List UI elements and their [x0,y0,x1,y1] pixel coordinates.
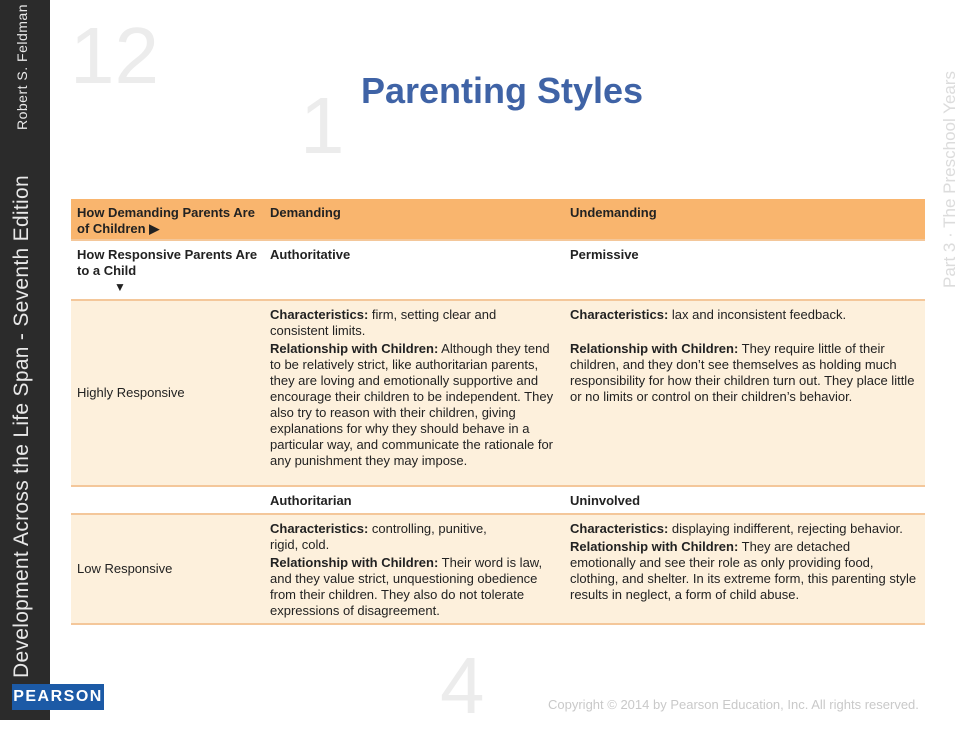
rel-label: Relationship with Children: [270,555,439,570]
header-demanding: Demanding [270,205,341,220]
row-label-low-responsive [71,515,264,623]
char-text: controlling, punitive, rigid, cold. [270,521,487,552]
style-authoritarian: Authoritarian [270,493,352,508]
table-header-row [71,199,925,239]
highly-responsive-label: Highly Responsive [77,385,185,400]
background-decoration: 1 [300,81,345,170]
char-label: Characteristics: [570,521,669,536]
header-undemanding: Undemanding [570,205,657,220]
arrow-down-icon: ▼ [114,280,126,294]
table-subheader-row [71,241,925,299]
rel-text: Their word is law, and they value strict, unquestioning obedience from their children. They also do not tolerate expressions of disagreement. [270,555,543,618]
table-midheader-row [71,487,925,513]
rel-label: Relationship with Children: [570,341,739,356]
char-text: firm, setting clear and consistent limits. [270,307,497,338]
rel-label: Relationship with Children: [570,539,739,554]
page-title: Parenting Styles [360,70,644,111]
copyright-notice: Copyright © 2014 by Pearson Education, Inc. All rights reserved. [548,697,919,712]
authoritarian-description [264,515,564,627]
char-label: Characteristics: [570,307,669,322]
row-label-highly-responsive [71,301,264,485]
header-responsive-axis [71,241,264,300]
background-decoration: 12 [70,11,159,100]
part-label: Part 3 · The Preschool Years [940,70,959,288]
table-row-highly-responsive [71,301,925,485]
char-label: Characteristics: [270,307,369,322]
char-text: displaying indifferent, rejecting behavior. [668,521,903,536]
table-row-low-responsive [71,515,925,623]
rel-text: Although they tend to be relatively strict, like authoritarian parents, they are loving and emotionally supportive and encourage their children to be independent. They also try to reason with their children, giving explanations for why they should behave in a particular way, and communicate the rationale for any punishment they may impose. [270,341,554,468]
char-label: Characteristics: [270,521,369,536]
responsive-axis-label: How Responsive Parents Are to a Child [77,247,258,278]
background-decoration: 4 [440,641,485,730]
low-responsive-label: Low Responsive [77,561,173,576]
pearson-logo: PEARSON [12,684,104,710]
sidebar-book-title: Development Across the Life Span - Seventh Edition [10,175,33,678]
char-text: lax and inconsistent feedback. [668,307,847,322]
uninvolved-description [564,515,925,611]
authoritative-description [264,301,564,477]
rel-text: They require little of their children, and they don’t see themselves as holding much responsibility for how their children turn out. They place little or no limits or control on their children’s behavior. [570,341,915,404]
style-uninvolved: Uninvolved [570,493,641,508]
style-authoritative: Authoritative [270,247,351,262]
permissive-description [564,301,925,413]
header-demanding-axis: How Demanding Parents Are of Children ▶ [77,205,255,236]
divider [71,623,925,625]
style-permissive: Permissive [570,247,639,262]
sidebar-author: Robert S. Feldman [14,4,30,130]
rel-text: They are detached emotionally and see their role as only providing food, clothing, and shelter. In its extreme form, this parenting style results in neglect, a form of child abuse. [570,539,917,602]
rel-label: Relationship with Children: [270,341,439,356]
